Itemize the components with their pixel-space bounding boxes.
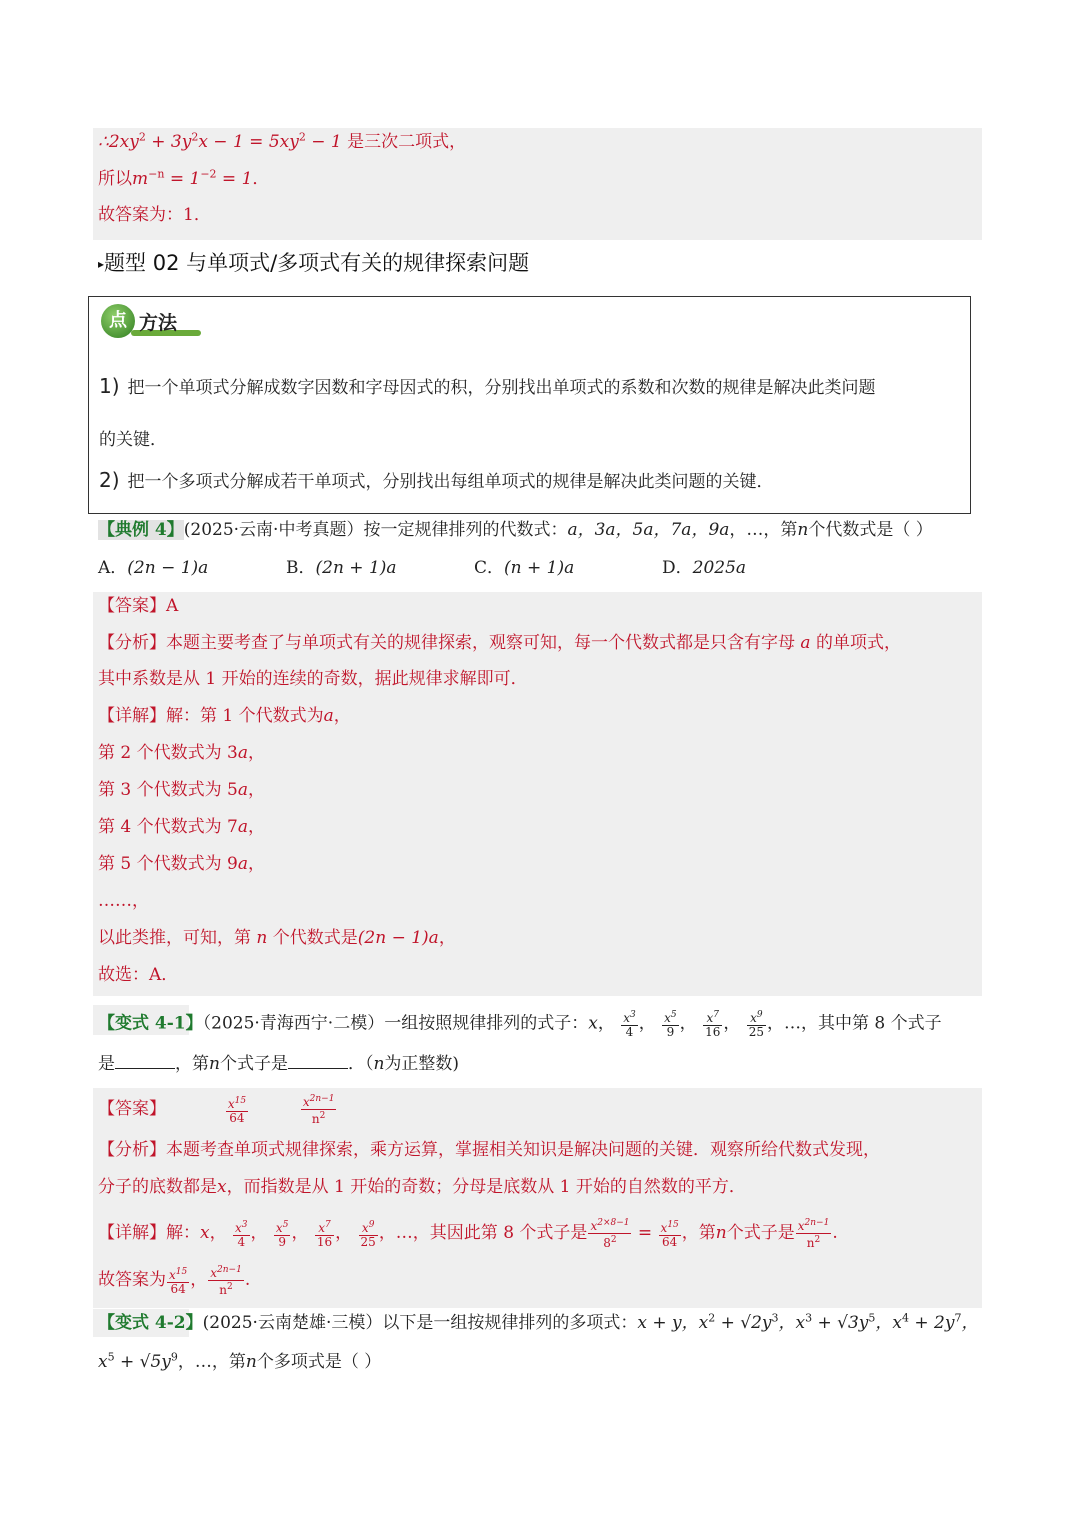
example4-detail-3: 第 3 个代数式为 5a， (98, 780, 265, 800)
example4-conclusion: 以此类推，可知，第 n 个代数式是(2n − 1)a， (98, 928, 456, 948)
variant-tag: 【变式 4-1】 (98, 1013, 203, 1034)
solution-line-1: $\therefore 2xy^2 + 3y^2x - 1 = 5xy^2 - 1$ 是三次二项式， (98, 130, 467, 152)
variant41-detail: 【详解】解：x， $\frac{x^3}{4}$ ， $\frac{x^5}{9}$ ， $\frac{x^7}{16}$ ， $\frac{x^9}{25}$ ，…，其因此第 8 个式子是 $\frac{x^{2\times 8-1}}{8^2}$ = $\frac{x^{15}}{64}$ ，第n个式子是 $\frac{x^{2n-1}}{n^2}$ . (98, 1218, 838, 1250)
variant41-question-2: 是 ，第n个式子是 ．（n为正整数) (98, 1054, 460, 1074)
solution-line-3: 故答案为：1． (98, 205, 211, 225)
example4-options (98, 557, 746, 579)
option-d: D．2025a (662, 558, 747, 578)
example4-question: 【典例 4】(2025·云南·中考真题）按一定规律排列的代数式：a，3a，5a，7a，9a，…，第n个代数式是（ ） (98, 520, 933, 540)
example4-analysis-1: 【分析】本题主要考查了与单项式有关的规律探索，观察可知，每一个代数式都是只含有字母 a 的单项式， (98, 633, 901, 653)
option-c: C．(n + 1)a (474, 558, 575, 578)
example4-detail-5: 第 5 个代数式为 9a， (98, 854, 265, 874)
bullet-icon: ▸ (98, 257, 105, 271)
variant41-question: 【变式 4-1】（2025·青海西宁·二模）一组按照规律排列的式子：x， $\frac{x^3}{4}$ ， $\frac{x^5}{9}$ ， $\frac{x^7}{16}$ ， $\frac{x^9}{25}$ ，…，其中第 8 个式子 (98, 1010, 942, 1039)
option-b: B．(2n + 1)a (286, 558, 397, 578)
example4-answer: 【答案】A (98, 596, 179, 616)
method-badge (101, 304, 201, 338)
variant41-answer: 【答案】 $\frac{x^{15}}{64}$ $\frac{x^{2n-1}}{n^2}$ (98, 1094, 335, 1126)
badge-label: 方法 (139, 312, 178, 334)
variant42-question-2: $x^5 + √5y^9$，…，第n个多项式是（ ） (98, 1350, 382, 1372)
variant41-final: 故答案为 $\frac{x^{15}}{64}$ ， $\frac{x^{2n-1}}{n^2}$ . (98, 1265, 251, 1297)
variant42-question: 【变式 4-2】(2025·云南楚雄·三模）以下是一组按规律排列的多项式：x + y，$x^2 + √2y^3$，$x^3 + √3y^5$，$x^4 + 2y^7$， (98, 1311, 979, 1333)
variant41-analysis-1: 【分析】本题考查单项式规律探索，乘方运算，掌握相关知识是解决问题的关键．观察所给代数式发现， (98, 1140, 880, 1160)
method-box (88, 296, 971, 514)
method-item-1-cont: 的关键． (99, 430, 167, 450)
option-a: A．(2n − 1)a (98, 558, 209, 578)
section-title: ▸题型 02 与单项式/多项式有关的规律探索问题 (98, 251, 530, 275)
example4-analysis-2: 其中系数是从 1 开始的连续的奇数，据此规律求解即可． (98, 669, 528, 689)
example4-choice: 故选：A． (98, 965, 179, 985)
example4-detail-1: 【详解】解：第 1 个代数式为a， (98, 706, 351, 726)
example4-detail-4: 第 4 个代数式为 7a， (98, 817, 265, 837)
method-item-1: 1) 把一个单项式分解成数字因数和字母因式的积，分别找出单项式的系数和次数的规律是解决此类问题 (99, 374, 876, 398)
solution-line-2: 所以$m^{-n} = 1^{-2} = 1$． (98, 167, 270, 189)
answer-blank-1[interactable] (115, 1054, 175, 1069)
example4-ellipsis: ……， (98, 891, 149, 911)
variant-tag: 【变式 4-2】 (98, 1313, 203, 1333)
variant41-analysis-2: 分子的底数都是x，而指数是从 1 开始的奇数；分母是底数从 1 开始的自然数的平方． (98, 1177, 746, 1197)
badge-circle-icon: 点 (101, 304, 135, 338)
example4-detail-2: 第 2 个代数式为 3a， (98, 743, 265, 763)
method-item-2: 2) 把一个多项式分解成若干单项式，分别找出每组单项式的规律是解决此类问题的关键． (99, 468, 774, 492)
example-tag: 【典例 4】 (98, 520, 184, 540)
answer-blank-2[interactable] (288, 1054, 348, 1069)
